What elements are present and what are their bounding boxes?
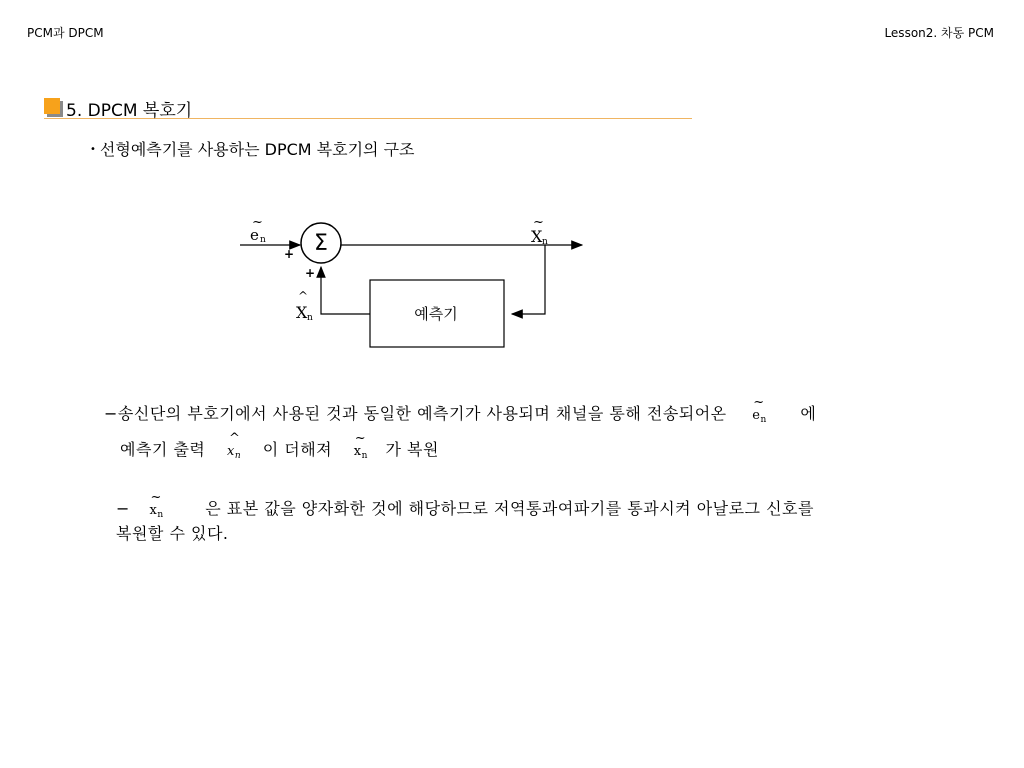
x-tilde-subscript: n [361,451,368,461]
input-tilde: ~ [252,215,263,230]
x-tilde-base-2: x [149,503,158,518]
bullet-dot-icon: • [90,144,96,155]
paragraph-1-text-e: 가 복원 [385,440,439,459]
header-left-title: PCM과 DPCM [27,26,104,40]
output-tilde: ~ [533,215,544,230]
e-tilde-base: e [752,408,761,423]
x-tilde-base: x [353,444,362,459]
paragraph-1-line-1 [104,395,817,425]
sum-symbol: Σ [314,231,328,256]
x-tilde-symbol: ~ $x_n$ [353,431,368,461]
output-symbol: X [531,227,543,246]
paragraph-1-text-a: −송신단의 부호기에서 사용된 것과 동일한 예측기가 사용되며 채널을 통해 전송되어온 [104,404,727,423]
output-subscript: n [542,237,548,247]
x-tilde-subscript-2: n [157,510,164,520]
paragraph-2-dash: − [116,499,130,518]
paragraph-2-line-1 [116,490,814,520]
plus-sign-feedback: + [305,266,316,280]
section-title: 5. DPCM 복호기 [66,101,193,121]
predictor-label: 예측기 [414,305,458,323]
x-tilde-symbol-2: ~ $x_n$ [149,490,164,520]
predictor-output-line [321,267,370,314]
section-square-icon [44,98,60,114]
plus-sign-input: + [284,247,295,261]
e-tilde-subscript: n [760,415,767,425]
feedback-hat: ^ [298,289,309,303]
x-hat-subscript: n [234,451,242,461]
e-tilde-symbol: ~ $e_n$ [752,395,767,425]
feedback-subscript: n [307,313,313,323]
feedback-line [512,245,545,314]
paragraph-1-text-b: 에 [800,404,817,423]
input-symbol: e [250,226,259,244]
header-right-title: Lesson2. 차동 PCM [884,26,994,40]
paragraph-2-line-2: 복원할 수 있다. [116,524,229,543]
x-hat-base: x [226,444,235,459]
x-hat-symbol: ^ $x_n$ [226,431,242,461]
paragraph-1-text-d: 이 더해져 [262,440,333,459]
bullet-text: 선형예측기를 사용하는 DPCM 복호기의 구조 [99,140,415,159]
paragraph-1-line-2 [120,431,439,461]
input-subscript: n [260,235,266,245]
bullet-item [90,137,415,160]
paragraph-2-text-a: 은 표본 값을 양자화한 것에 해당하므로 저역통과여파기를 통과시켜 아날로그 신호를 [205,499,814,518]
section-heading [44,96,692,119]
dpcm-decoder-diagram [230,210,600,355]
paragraph-1-text-c: 예측기 출력 [120,440,206,459]
feedback-symbol: X [296,303,308,322]
